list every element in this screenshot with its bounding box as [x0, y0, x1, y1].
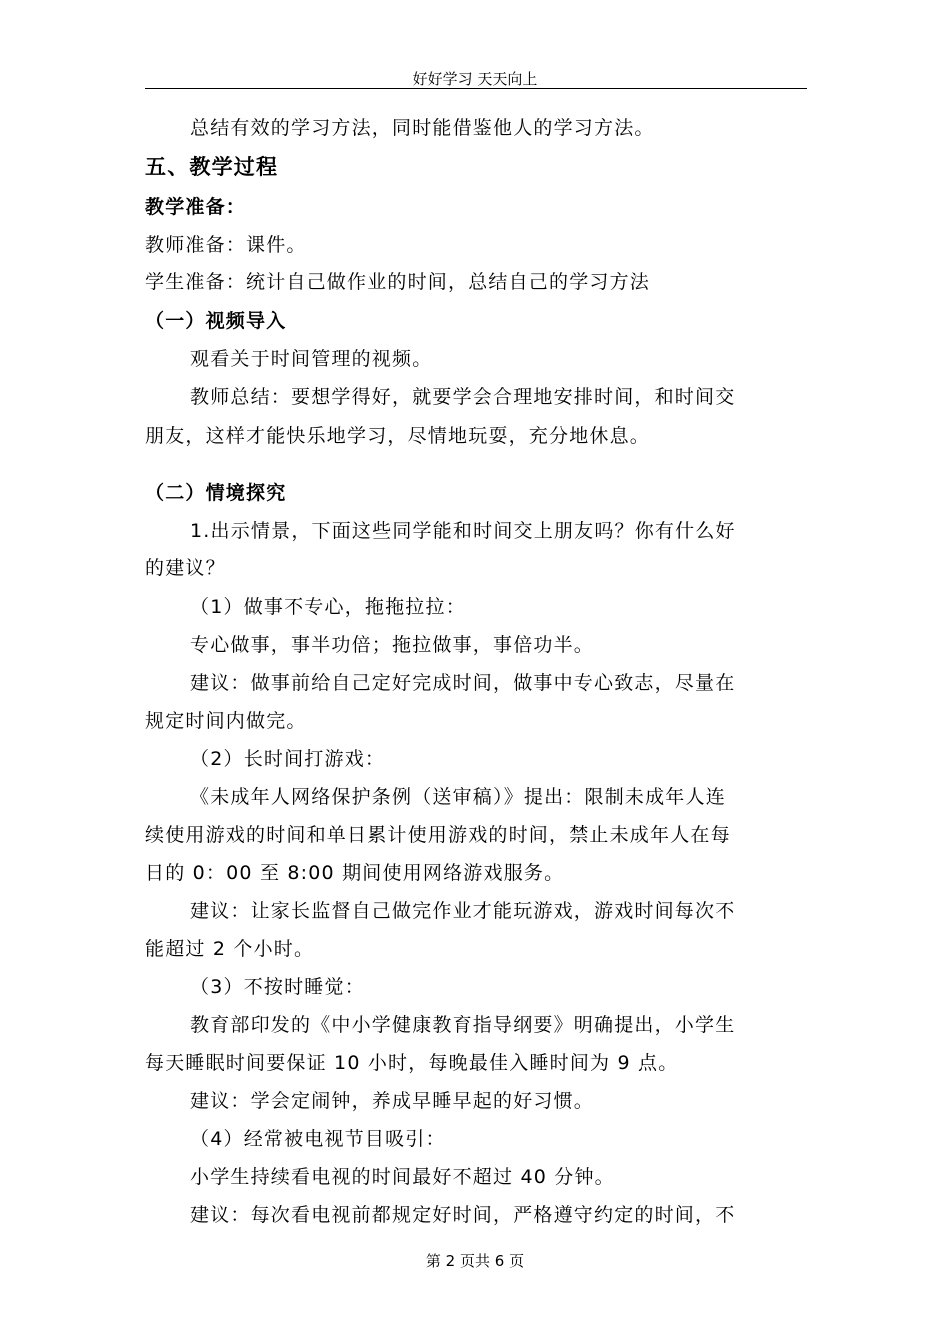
- header-divider: [145, 88, 807, 89]
- body-line: 日的 0：00 至 8:00 期间使用网络游戏服务。: [145, 862, 565, 884]
- body-line: 总结有效的学习方法，同时能借鉴他人的学习方法。: [190, 117, 655, 139]
- body-line: 建议：做事前给自己定好完成时间，做事中专心致志，尽量在: [190, 672, 736, 694]
- body-line: 每天睡眠时间要保证 10 小时，每晚最佳入睡时间为 9 点。: [145, 1052, 679, 1074]
- body-line: 教师准备：课件。: [145, 234, 307, 256]
- subheading: （一）视频导入: [145, 310, 287, 332]
- body-line: 1.出示情景，下面这些同学能和时间交上朋友吗？你有什么好: [190, 520, 736, 542]
- body-line: （4）经常被电视节目吸引：: [190, 1128, 446, 1150]
- body-line: 观看关于时间管理的视频。: [190, 348, 433, 370]
- body-line: 能超过 2 个小时。: [145, 938, 315, 960]
- body-line: 教育部印发的《中小学健康教育指导纲要》明确提出，小学生: [190, 1014, 736, 1036]
- body-line: 建议：让家长监督自己做完作业才能玩游戏，游戏时间每次不: [190, 900, 736, 922]
- body-line: （2）长时间打游戏：: [190, 748, 386, 770]
- body-line: 专心做事，事半功倍；拖拉做事，事倍功半。: [190, 634, 595, 656]
- body-line: 规定时间内做完。: [145, 710, 307, 732]
- body-line: 续使用游戏的时间和单日累计使用游戏的时间，禁止未成年人在每: [145, 824, 731, 846]
- subheading: 教学准备：: [145, 196, 247, 218]
- subheading: （二）情境探究: [145, 482, 287, 504]
- body-line: 朋友，这样才能快乐地学习，尽情地玩耍，充分地休息。: [145, 425, 651, 447]
- body-line: 《未成年人网络保护条例（送审稿）》提出：限制未成年人连: [190, 786, 726, 808]
- page-header: 好好学习 天天向上: [412, 70, 538, 88]
- body-line: 建议：学会定闹钟，养成早睡早起的好习惯。: [190, 1090, 595, 1112]
- section-heading: 五、教学过程: [145, 155, 279, 179]
- body-line: 建议：每次看电视前都规定好时间，严格遵守约定的时间，不: [190, 1204, 736, 1226]
- body-line: 教师总结：要想学得好，就要学会合理地安排时间，和时间交: [190, 386, 736, 408]
- body-line: （3）不按时睡觉：: [190, 976, 365, 998]
- page-footer: 第 2 页共 6 页: [425, 1252, 525, 1270]
- body-line: 学生准备：统计自己做作业的时间，总结自己的学习方法: [145, 271, 651, 293]
- body-line: 小学生持续看电视的时间最好不超过 40 分钟。: [190, 1166, 615, 1188]
- body-line: 的建议？: [145, 557, 226, 579]
- body-line: （1）做事不专心，拖拖拉拉：: [190, 596, 466, 618]
